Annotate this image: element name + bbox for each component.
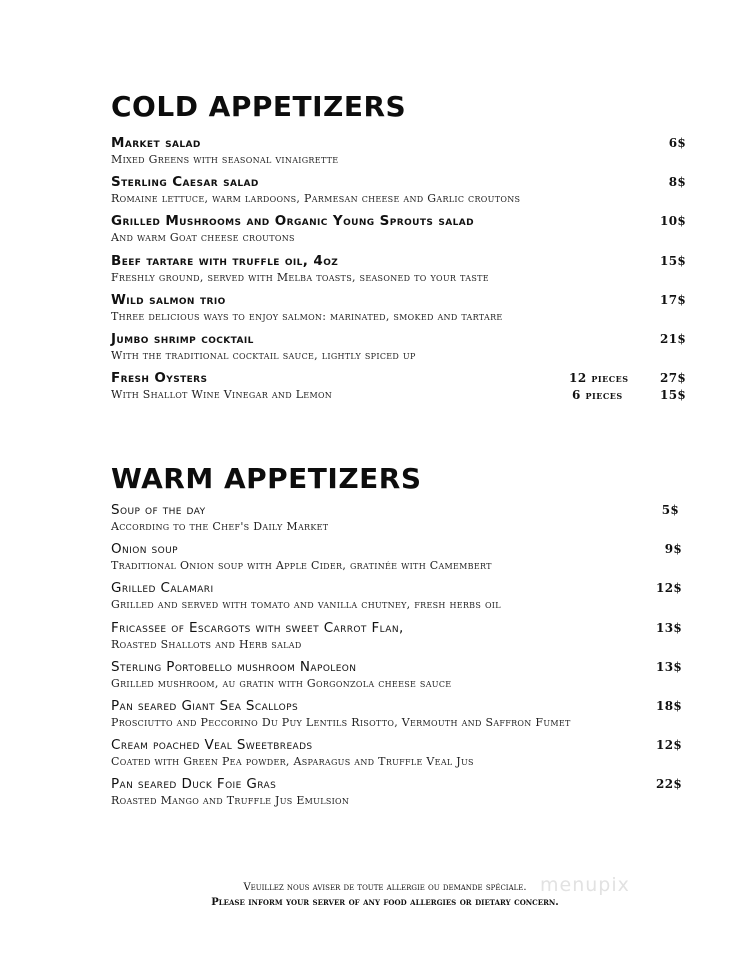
menu-item: [111, 173, 686, 212]
item-price: 5$: [661, 503, 679, 517]
item-price: 15$: [660, 253, 686, 268]
item-description: With Shallot Wine Vinegar and Lemon: [111, 388, 333, 402]
menu-item: [111, 579, 686, 618]
item-name: Jumbo shrimp cocktail: [111, 330, 254, 347]
item-description: Grilled mushroom, au gratin with Gorgonzola cheese sauce: [111, 676, 452, 690]
item-name: Pan seared Giant Sea Scallops: [111, 697, 299, 714]
warm-appetizers-section: [111, 461, 686, 815]
item-price: 10$: [660, 214, 686, 229]
menu-item: [111, 658, 686, 697]
item-price: 17$: [660, 292, 686, 307]
item-name: Sterling Portobello mushroom Napoleon: [111, 658, 357, 675]
menu-item: [111, 619, 686, 658]
menu-item: [111, 134, 686, 173]
item-name: Grilled Mushrooms and Organic Young Sprouts salad: [111, 213, 474, 230]
item-name: Beef tartare with truffle oil, 4oz: [111, 252, 339, 269]
allergy-notice-french: Veuillez nous aviser de toute allergie ou demande spéciale.: [243, 882, 527, 893]
option-6-pieces: 6 pieces: [572, 388, 623, 403]
cold-appetizers-title: COLD APPETIZERS: [111, 90, 407, 123]
item-price: 13$: [656, 659, 682, 674]
item-price: 6$: [668, 136, 686, 150]
allergy-notice-english: Please inform your server of any food allergies or dietary concern.: [211, 897, 559, 908]
item-description: Romaine lettuce, warm lardoons, Parmesan cheese and Garlic croutons: [111, 192, 521, 206]
item-name: Cream poached Veal Sweetbreads: [111, 737, 313, 754]
item-description: With the traditional cocktail sauce, lightly spiced up: [111, 348, 416, 362]
menu-item: [111, 291, 686, 330]
item-description: Traditional Onion soup with Apple Cider, gratinée with Camembert: [111, 559, 492, 573]
item-price: 22$: [656, 777, 682, 792]
item-description: Freshly ground, served with Melba toasts, seasoned to your taste: [111, 270, 489, 284]
allergy-notice: [150, 880, 620, 910]
item-name: Fricassee of Escargots with sweet Carrot Flan,: [111, 619, 404, 636]
item-price: 21$: [660, 331, 686, 346]
item-name: Pan seared Duck Foie Gras: [111, 776, 277, 793]
menu-item: [111, 501, 686, 540]
item-price: 13$: [656, 620, 682, 635]
menu-item: [111, 736, 686, 775]
item-name: Market salad: [111, 135, 201, 151]
item-description: Roasted Mango and Truffle Jus Emulsion: [111, 794, 350, 808]
item-name: Grilled Calamari: [111, 580, 214, 597]
item-price: 9$: [664, 542, 682, 557]
item-price-12-pieces: 27$: [660, 371, 686, 386]
menu-item: [111, 697, 686, 736]
item-price: 12$: [656, 738, 682, 753]
item-price: 18$: [656, 698, 682, 713]
menu-item-oysters: [111, 369, 686, 408]
item-name: Onion soup: [111, 541, 178, 558]
item-price: 8$: [668, 175, 686, 190]
item-name: Wild salmon trio: [111, 291, 226, 308]
item-name: Soup of the day: [111, 502, 206, 518]
menu-item: [111, 330, 686, 369]
menu-item: [111, 540, 686, 579]
menu-item: [111, 775, 686, 814]
item-description: And warm Goat cheese croutons: [111, 231, 295, 245]
item-description: Three delicious ways to enjoy salmon: marinated, smoked and tartare: [111, 309, 503, 323]
item-description: According to the Chef's Daily Market: [111, 520, 329, 533]
option-12-pieces: 12 pieces: [569, 371, 629, 386]
item-description: Prosciutto and Peccorino Du Puy Lentils Risotto, Vermouth and Saffron Fumet: [111, 715, 571, 729]
item-name: Sterling Caesar salad: [111, 174, 259, 191]
cold-appetizers-section: [111, 89, 686, 408]
item-name: Fresh Oysters: [111, 370, 208, 387]
item-description: Coated with Green Pea powder, Asparagus and Truffle Veal Jus: [111, 755, 474, 769]
item-description: Grilled and served with tomato and vanilla chutney, fresh herbs oil: [111, 598, 501, 612]
item-price: 12$: [656, 581, 682, 596]
item-description: Mixed Greens with seasonal vinaigrette: [111, 153, 339, 166]
warm-appetizers-title: WARM APPETIZERS: [111, 462, 422, 495]
item-price-6-pieces: 15$: [660, 388, 686, 403]
menu-item: [111, 212, 686, 251]
watermark: menupix: [540, 874, 630, 896]
menu-item: [111, 252, 686, 291]
item-description: Roasted Shallots and Herb salad: [111, 637, 302, 651]
